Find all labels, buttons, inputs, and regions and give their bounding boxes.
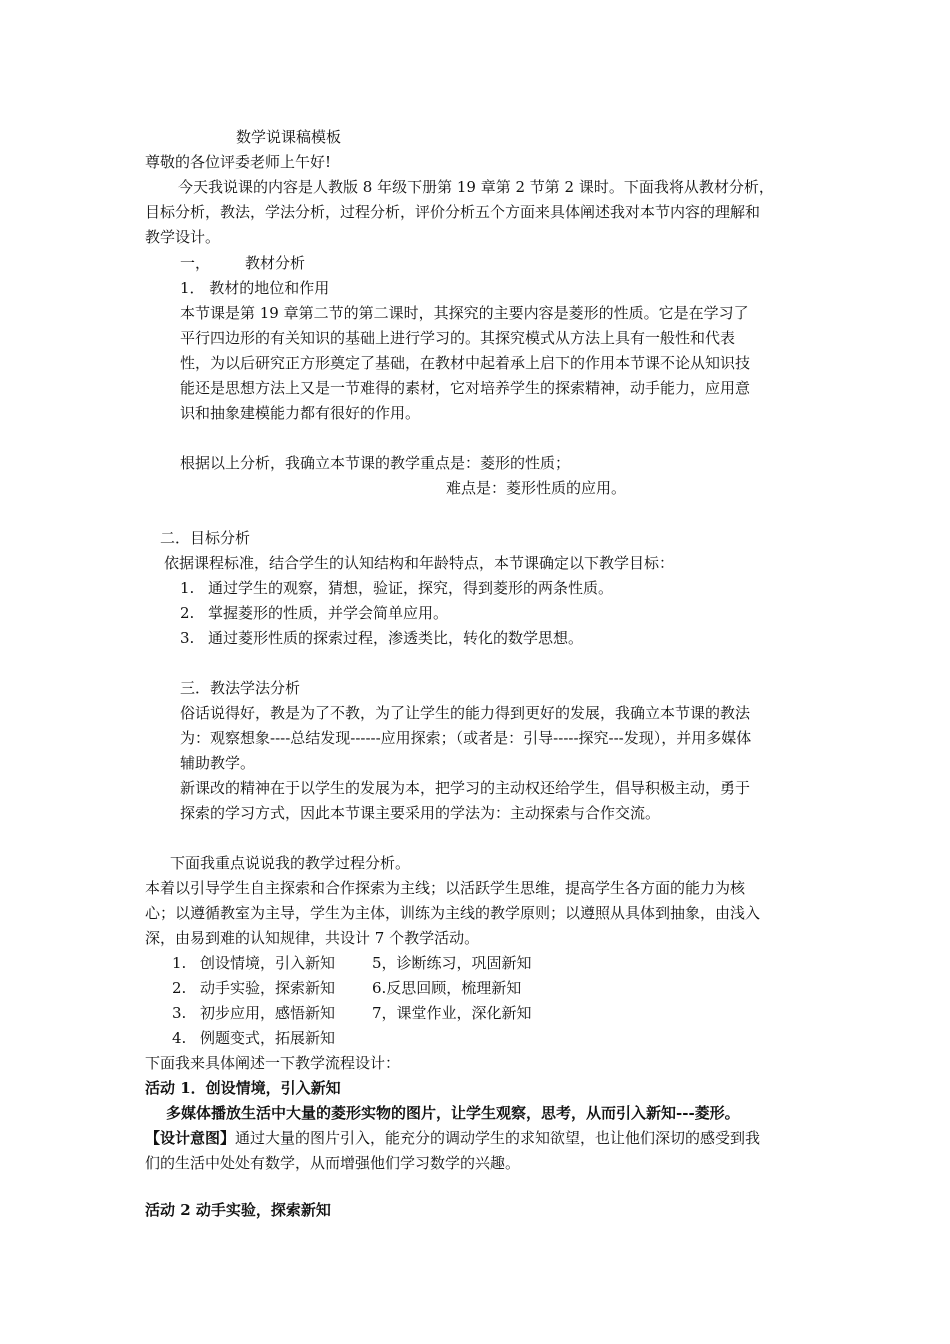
- process-paragraph-line: 本着以引导学生自主探索和合作探索为主线；以活跃学生思维，提高学生各方面的能力为核: [145, 879, 746, 897]
- activity-number: 1.: [172, 954, 187, 972]
- section1-heading: 教材分析: [245, 254, 306, 272]
- goal-text: 掌握菱形的性质，并学会简单应用。: [208, 604, 449, 622]
- section3-heading: 三．教法学法分析: [180, 679, 301, 697]
- activity-item: 初步应用，感悟新知: [200, 1004, 336, 1022]
- section1-paragraph-line: 平行四边形的有关知识的基础上进行学习的。其探究模式从方法上具有一般性和代表: [180, 329, 736, 347]
- goal-number: 2.: [180, 604, 195, 622]
- design-intent-label: 【设计意图】: [145, 1129, 236, 1147]
- goal-text: 通过学生的观察，猜想，验证，探究，得到菱形的两条性质。: [208, 579, 614, 597]
- activity-number: 3.: [172, 1004, 187, 1022]
- activity-number: 4.: [172, 1029, 187, 1047]
- section1-paragraph-line: 识和抽象建模能力都有很好的作用。: [180, 404, 421, 422]
- activity1-description: 多媒体播放生活中大量的菱形实物的图片，让学生观察，思考，从而引入新知---菱形。: [166, 1104, 740, 1122]
- section1-subheading: 1． 教材的地位和作用: [180, 279, 330, 297]
- process-paragraph-line: 心；以遵循教室为主导，学生为主体，训练为主线的教学原则；以遵照从具体到抽象，由浅入: [145, 904, 761, 922]
- process-paragraph-line: 深，由易到难的认知规律，共设计 7 个教学活动。: [145, 929, 480, 947]
- teaching-difficulty: 难点是：菱形性质的应用。: [446, 479, 627, 497]
- activity-item: 7，课堂作业，深化新知: [372, 1004, 532, 1022]
- section1-paragraph-line: 能还是思想方法上又是一节难得的素材，它对培养学生的探索精神，动手能力，应用意: [180, 379, 751, 397]
- teaching-key-point: 根据以上分析，我确立本节课的教学重点是：菱形的性质；: [180, 454, 571, 472]
- section1-paragraph-line: 本节课是第 19 章第二节的第二课时，其探究的主要内容是菱形的性质。它是在学习了: [180, 304, 749, 322]
- design-intent-line: [145, 1127, 760, 1149]
- activity-item: 动手实验，探索新知: [200, 979, 336, 997]
- process-lead: 下面我重点说说我的教学过程分析。: [170, 854, 411, 872]
- document-title: 数学说课稿模板: [236, 128, 342, 146]
- activity-item: 创设情境，引入新知: [200, 954, 336, 972]
- design-intent-line: 们的生活中处处有数学，从而增强他们学习数学的兴趣。: [145, 1154, 521, 1172]
- activity1-title: 活动 1．创设情境，引入新知: [145, 1079, 341, 1097]
- intro-line: 目标分析，教法，学法分析，过程分析，评价分析五个方面来具体阐述我对本节内容的理解和: [145, 203, 761, 221]
- activity-item: 6.反思回顾，梳理新知: [372, 979, 522, 997]
- section2-intro: 依据课程标准，结合学生的认知结构和年龄特点，本节课确定以下教学目标：: [164, 554, 675, 572]
- goal-number: 1.: [180, 579, 195, 597]
- intro-line: 教学设计。: [145, 228, 221, 246]
- section3-paragraph-line: 为：观察想象----总结发现------应用探索；（或者是：引导-----探究---发现），并用多媒体: [180, 729, 752, 747]
- activity-item: 例题变式，拓展新知: [200, 1029, 336, 1047]
- greeting: 尊敬的各位评委老师上午好!: [145, 153, 332, 171]
- activity2-title: 活动 2 动手实验，探索新知: [145, 1201, 331, 1219]
- activity-item: 5，诊断练习，巩固新知: [372, 954, 532, 972]
- section3-paragraph-line: 辅助教学。: [180, 754, 256, 772]
- section3-paragraph-line: 探索的学习方式，因此本节课主要采用的学法为：主动探索与合作交流。: [180, 804, 661, 822]
- section2-heading: 二．目标分析: [160, 529, 251, 547]
- section3-paragraph-line: 新课改的精神在于以学生的发展为本，把学习的主动权还给学生，倡导积极主动，勇于: [180, 779, 751, 797]
- section3-paragraph-line: 俗话说得好，教是为了不教，为了让学生的能力得到更好的发展，我确立本节课的教法: [180, 704, 751, 722]
- goal-text: 通过菱形性质的探索过程，渗透类比，转化的数学思想。: [208, 629, 584, 647]
- section1-number: 一，: [180, 254, 211, 272]
- flow-lead: 下面我来具体阐述一下教学流程设计：: [145, 1054, 401, 1072]
- activity-number: 2.: [172, 979, 187, 997]
- design-intent-text: 通过大量的图片引入，能充分的调动学生的求知欲望，也让他们深切的感受到我: [235, 1129, 761, 1147]
- section1-paragraph-line: 性，为以后研究正方形奠定了基础，在教材中起着承上启下的作用本节课不论从知识技: [180, 354, 751, 372]
- goal-number: 3.: [180, 629, 195, 647]
- intro-line: 今天我说课的内容是人教版 8 年级下册第 19 章第 2 节第 2 课时。下面我将从教材分析，: [178, 178, 774, 196]
